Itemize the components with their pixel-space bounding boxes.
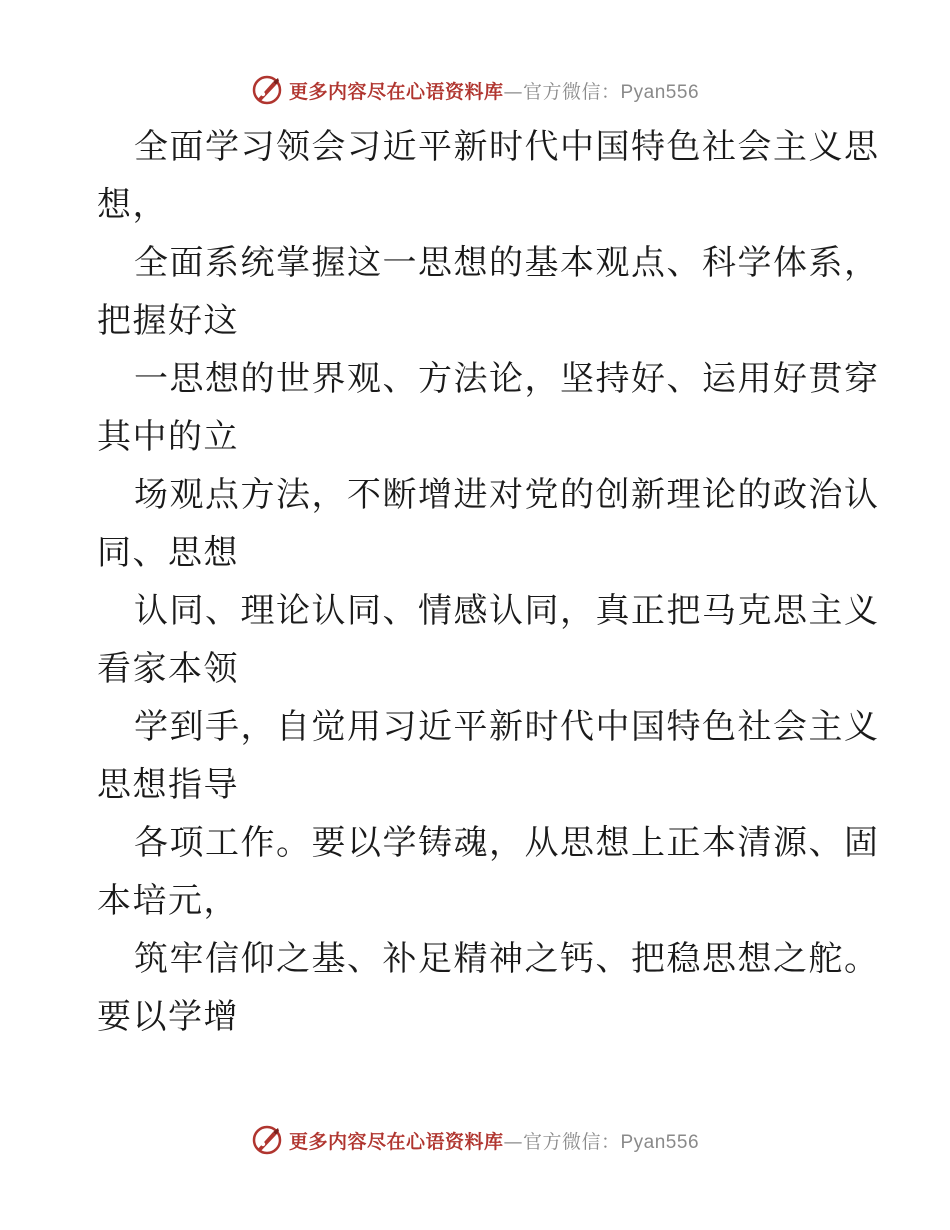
quill-pen-logo-icon bbox=[251, 74, 283, 106]
watermark-text bbox=[289, 1127, 699, 1154]
watermark-text bbox=[289, 77, 699, 104]
header-watermark bbox=[0, 70, 950, 110]
watermark-separator: — bbox=[503, 80, 523, 103]
paragraph-line: 学到手，自觉用习近平新时代中国特色社会主义 bbox=[134, 707, 880, 747]
watermark-separator: — bbox=[503, 1130, 523, 1153]
paragraph-line: 认同、理论认同、情感认同，真正把马克思主义 bbox=[134, 591, 880, 631]
paragraph-line: 看家本领 bbox=[97, 649, 239, 689]
paragraph-line: 把握好这 bbox=[97, 301, 239, 341]
quill-pen-logo-icon bbox=[251, 1124, 283, 1156]
paragraph-line: 各项工作。要以学铸魂，从思想上正本清源、固 bbox=[134, 823, 880, 863]
paragraph-line: 全面学习领会习近平新时代中国特色社会主义思 bbox=[134, 127, 880, 167]
paragraph-line: 筑牢信仰之基、补足精神之钙、把稳思想之舵。 bbox=[134, 939, 880, 979]
watermark-wechat-id: Pyan556 bbox=[620, 1131, 700, 1153]
watermark-brand: 更多内容尽在心语资料库 bbox=[288, 1130, 504, 1153]
footer-watermark bbox=[0, 1120, 950, 1160]
paragraph-line: 要以学增 bbox=[97, 997, 239, 1037]
paragraph-line: 想， bbox=[97, 185, 168, 225]
paragraph-line: 同、思想 bbox=[97, 533, 239, 573]
document-body bbox=[97, 118, 880, 1046]
watermark-wechat-label: 官方微信： bbox=[522, 80, 621, 103]
watermark-wechat-label: 官方微信： bbox=[522, 1130, 621, 1153]
paragraph-line: 思想指导 bbox=[97, 765, 239, 805]
watermark-brand: 更多内容尽在心语资料库 bbox=[288, 80, 504, 103]
paragraph-line: 全面系统掌握这一思想的基本观点、科学体系， bbox=[134, 243, 880, 283]
paragraph-line: 一思想的世界观、方法论，坚持好、运用好贯穿 bbox=[134, 359, 880, 399]
paragraph-line: 场观点方法，不断增进对党的创新理论的政治认 bbox=[134, 475, 880, 515]
paragraph-line: 本培元， bbox=[97, 881, 239, 921]
watermark-wechat-id: Pyan556 bbox=[620, 81, 700, 103]
paragraph-line: 其中的立 bbox=[97, 417, 239, 457]
